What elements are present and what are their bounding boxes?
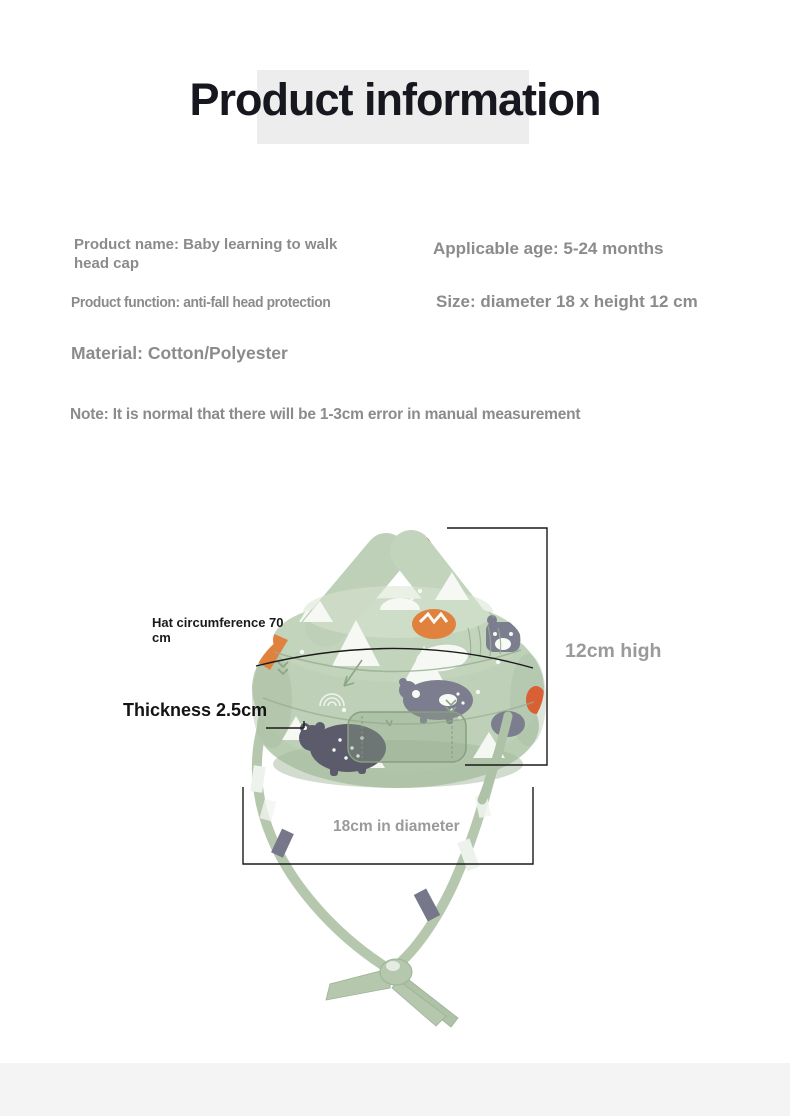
bottom-gray-band <box>0 1063 790 1116</box>
note-text: Note: It is normal that there will be 1-3cm error in manual measurement <box>70 406 581 423</box>
thickness-label: Thickness 2.5cm <box>123 700 268 720</box>
page-title: Product information <box>189 74 601 125</box>
height-label: 12cm high <box>565 640 662 662</box>
product-figure <box>0 505 790 1065</box>
diameter-label: 18cm in diameter <box>333 818 460 835</box>
material-text: Material: Cotton/Polyester <box>71 343 288 363</box>
size-text: Size: diameter 18 x height 12 cm <box>436 292 698 311</box>
product-name-text: Product name: Baby learning to walk head cap <box>74 236 338 272</box>
product-function-text: Product function: anti-fall head protection <box>71 294 331 311</box>
hat-circumference-label: Hat circumference 70 cm <box>152 615 284 645</box>
applicable-age-text: Applicable age: 5-24 months <box>433 239 664 258</box>
